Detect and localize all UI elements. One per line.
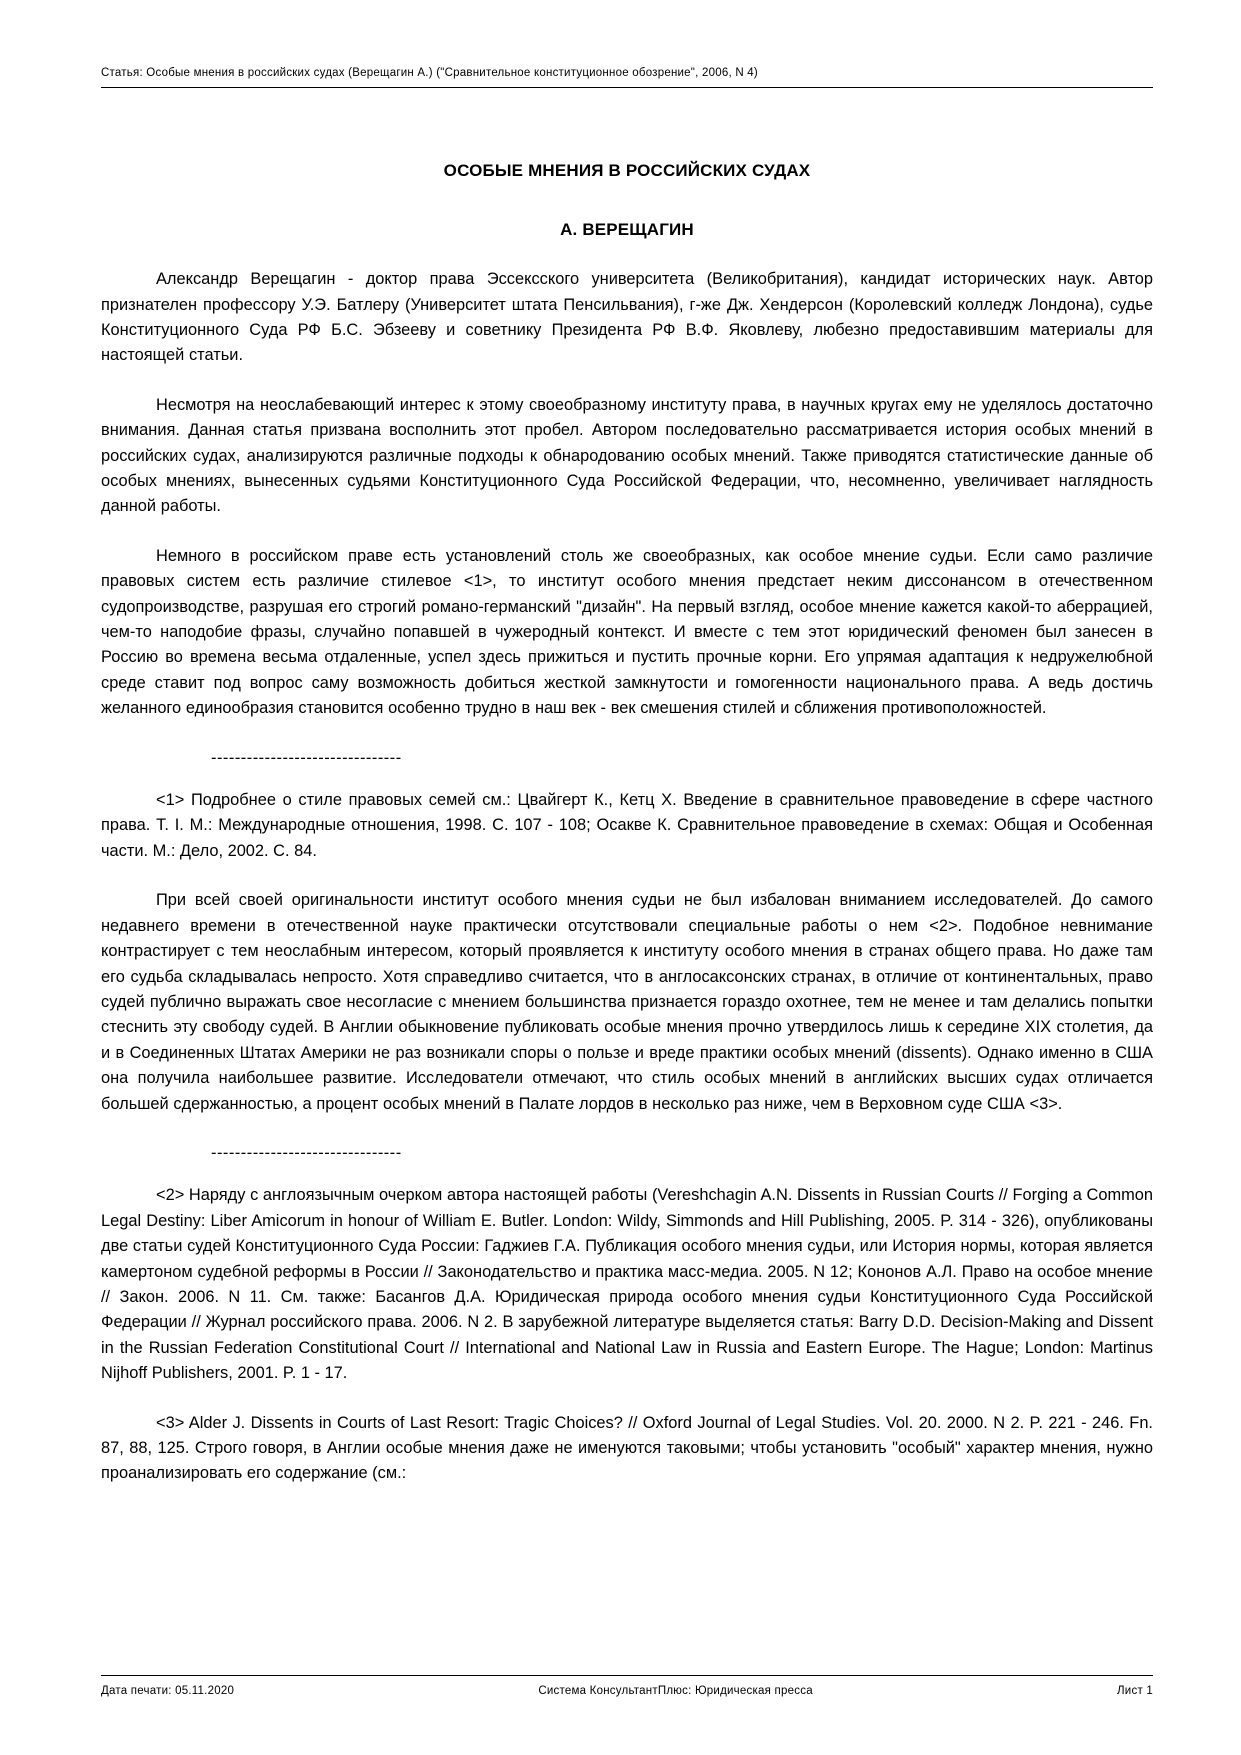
footer-row (101, 1685, 1153, 1697)
footnote-separator-dashes: -------------------------------- (211, 1143, 402, 1162)
running-header: Статья: Особые мнения в российских судах (Верещагин А.) ("Сравнительное конституционное обозрение", 2006, N 4) (101, 67, 758, 79)
footer-print-date: Дата печати: 05.11.2020 (101, 1685, 235, 1697)
title-block (101, 161, 1153, 240)
footnote-3: <3> Alder J. Dissents in Courts of Last Resort: Tragic Choices? // Oxford Journal of Legal Studies. Vol. 20. 2000. N 2. P. 221 - 246. Fn. 87, 88, 125. Строго говоря, в Англии особые мнения даже не именуются таковыми; чтобы установить "особый" характер мнения, нужно проанализировать его содержание (см.: (101, 1413, 1153, 1483)
document-body (101, 267, 1153, 1487)
page-footer (101, 1675, 1153, 1697)
paragraph-section-history: При всей своей оригинальности институт особого мнения судьи не был избалован вниманием исследователей. До самого недавнего времени в отечественной науке практически отсутствовали специальные работы о нем <2>. Подобное невнимание контрастирует с тем неослабным интересом, который проявляется к институту особого мнения в странах общего права. Но даже там его судьба складывалась непросто. Хотя справедливо считается, что в англосаксонских странах, в отличие от континентальных, право судей публично выражать свое несогласие с мнением большинства признается гораздо охотнее, тем не менее и там делались попытки стеснить эту свободу судей. В Англии обыкновение публиковать особые мнения прочно утвердилось лишь к середине XIX столетия, да и в Соединенных Штатах Америки не раз возникали споры о пользе и вреде практики особых мнений (dissents). Однако именно в США она получила наибольшее развитие. Исследователи отмечают, что стиль особых мнений в английских высших судах отличается большей сдержанностью, а процент особых мнений в Палате лордов в несколько раз ниже, чем в Верховном суде США <3>. (101, 891, 1153, 1113)
footer-system-name: Система КонсультантПлюс: Юридическая пресса (538, 1685, 813, 1697)
footnote-2: <2> Наряду с англоязычным очерком автора настоящей работы (Vereshchagin A.N. Dissents in Russian Courts // Forging a Common Legal Destiny: Liber Amicorum in honour of William E. Butler. London: Wildy, Simmonds and Hill Publishing, 2005. P. 314 - 326), опубликованы две статьи судей Конституционного Суда России: Гаджиев Г.А. Публикация особого мнения судьи, или История нормы, которая является камертоном судебной реформы в России // Законодательство и практика масс-медиа. 2005. N 12; Кононов А.Л. Право на особое мнение // Закон. 2006. N 11. См. также: Басангов Д.А. Юридическая природа особого мнения судьи Конституционного Суда Российской Федерации // Журнал российского права. 2006. N 2. В зарубежной литературе выделяется статья: Barry D.D. Decision-Making and Dissent in the Russian Federation Constitutional Court // International and National Law in Russia and Eastern Europe. The Hague; London: Martinus Nijhoff Publishers, 2001. P. 1 - 17. (101, 1186, 1153, 1383)
footnote-separator-2 (101, 1141, 1153, 1166)
footnote-1: <1> Подробнее о стиле правовых семей см.: Цвайгерт К., Кетц Х. Введение в сравнительное правоведение в сфере частного права. Т. I. М.: Международные отношения, 1998. С. 107 - 108; Осакве К. Сравнительное правоведение в схемах: Общая и Особенная части. М.: Дело, 2002. С. 84. (101, 791, 1153, 860)
paragraph-author-bio: Александр Верещагин - доктор права Эссексского университета (Великобритания), кандидат исторических наук. Автор признателен профессору У.Э. Батлеру (Университет штата Пенсильвания), г-же Дж. Хендерсон (Королевский колледж Лондона), судье Конституционного Суда РФ Б.С. Эбзееву и советнику Президента РФ В.Ф. Яковлеву, любезно предоставившим материалы для настоящей статьи. (101, 270, 1153, 365)
footnote-separator-dashes: -------------------------------- (211, 748, 402, 767)
page-title: ОСОБЫЕ МНЕНИЯ В РОССИЙСКИХ СУДАХ (443, 161, 811, 181)
paragraph-intro: Немного в российском праве есть установлений столь же своеобразных, как особое мнение судьи. Если само различие правовых систем есть различие стилевое <1>, то институт особого мнения предстает неким диссонансом в отечественном судопроизводстве, разрушая его строгий романо-германский "дизайн". На первый взгляд, особое мнение кажется какой-то аберрацией, чем-то наподобие фразы, случайно попавшей в чужеродный контекст. И вместе с тем этот юридический феномен был занесен в Россию во времена весьма отдаленные, успел здесь прижиться и пустить прочные корни. Его упрямая адаптация к недружелюбной среде ставит под вопрос саму возможность добиться жесткой замкнутости и гомогенности национального права. А ведь достичь желанного единообразия становится особенно трудно в наш век - век смешения стилей и сближения противоположностей. (101, 546, 1153, 718)
footer-page-number: Лист 1 (1117, 1685, 1153, 1697)
author-name: А. ВЕРЕЩАГИН (560, 219, 694, 239)
footer-rule (101, 1675, 1153, 1676)
footnote-separator-1 (101, 746, 1153, 771)
paragraph-abstract: Несмотря на неослабевающий интерес к этому своеобразному институту права, в научных кругах ему не уделялось достаточно внимания. Данная статья призвана восполнить этот пробел. Автором последовательно рассматривается история особых мнений в российских судах, анализируются различные подходы к обнародованию особых мнений. Также приводятся статистические данные об особых мнениях, вынесенных судьями Конституционного Суда Российской Федерации, что, несомненно, увеличивает наглядность данной работы. (101, 395, 1153, 516)
header-rule (101, 87, 1153, 88)
